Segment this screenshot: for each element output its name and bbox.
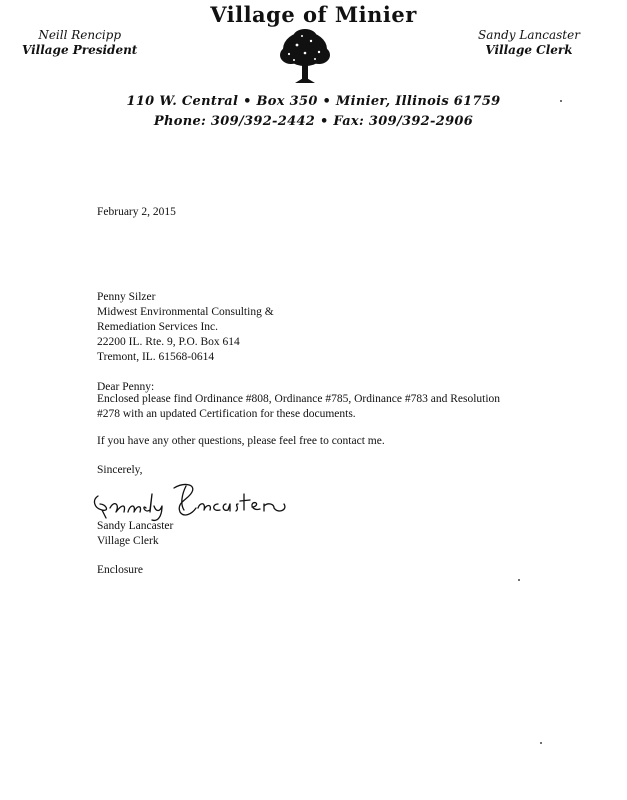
body-paragraph xyxy=(97,392,537,422)
left-officer-role: Village President xyxy=(22,43,138,57)
letter-date: February 2, 2015 xyxy=(97,206,176,218)
recipient-address xyxy=(97,290,274,365)
letterhead-address: 110 W. Central • Box 350 • Minier, Illinois 61759 xyxy=(126,94,501,109)
right-officer-name: Sandy Lancaster xyxy=(478,28,580,42)
handwritten-signature xyxy=(88,474,298,524)
tree-icon xyxy=(275,27,335,87)
recipient-line: Tremont, IL. 61568-0614 xyxy=(97,351,215,363)
closing-paragraph: If you have any other questions, please feel free to contact me. xyxy=(97,435,385,447)
signer-name: Sandy Lancaster xyxy=(97,520,174,532)
letterhead-phone: Phone: 309/392-2442 • Fax: 309/392-2906 xyxy=(153,114,474,129)
body-line: Enclosed please find Ordinance #808, Ordinance #785, Ordinance #783 and Resolution xyxy=(97,393,501,405)
scan-speck xyxy=(518,579,520,581)
right-officer xyxy=(478,28,580,58)
left-officer-name: Neill Rencipp xyxy=(38,28,122,42)
signer-block xyxy=(97,519,173,549)
sign-off: Sincerely, xyxy=(97,464,143,476)
recipient-line: Remediation Services Inc. xyxy=(97,321,219,333)
scan-speck xyxy=(540,742,542,744)
enclosure-note: Enclosure xyxy=(97,564,143,576)
recipient-line: Penny Silzer xyxy=(97,291,156,303)
left-officer xyxy=(22,28,137,58)
signer-title: Village Clerk xyxy=(97,535,159,547)
letterhead-title: Village of Minier xyxy=(210,2,417,27)
recipient-line: Midwest Environmental Consulting & xyxy=(97,306,274,318)
right-officer-role: Village Clerk xyxy=(485,43,573,57)
scan-speck xyxy=(560,100,562,102)
recipient-line: 22200 IL. Rte. 9, P.O. Box 614 xyxy=(97,336,240,348)
body-line: #278 with an updated Certification for these documents. xyxy=(97,408,356,420)
salutation: Dear Penny: xyxy=(97,381,155,393)
